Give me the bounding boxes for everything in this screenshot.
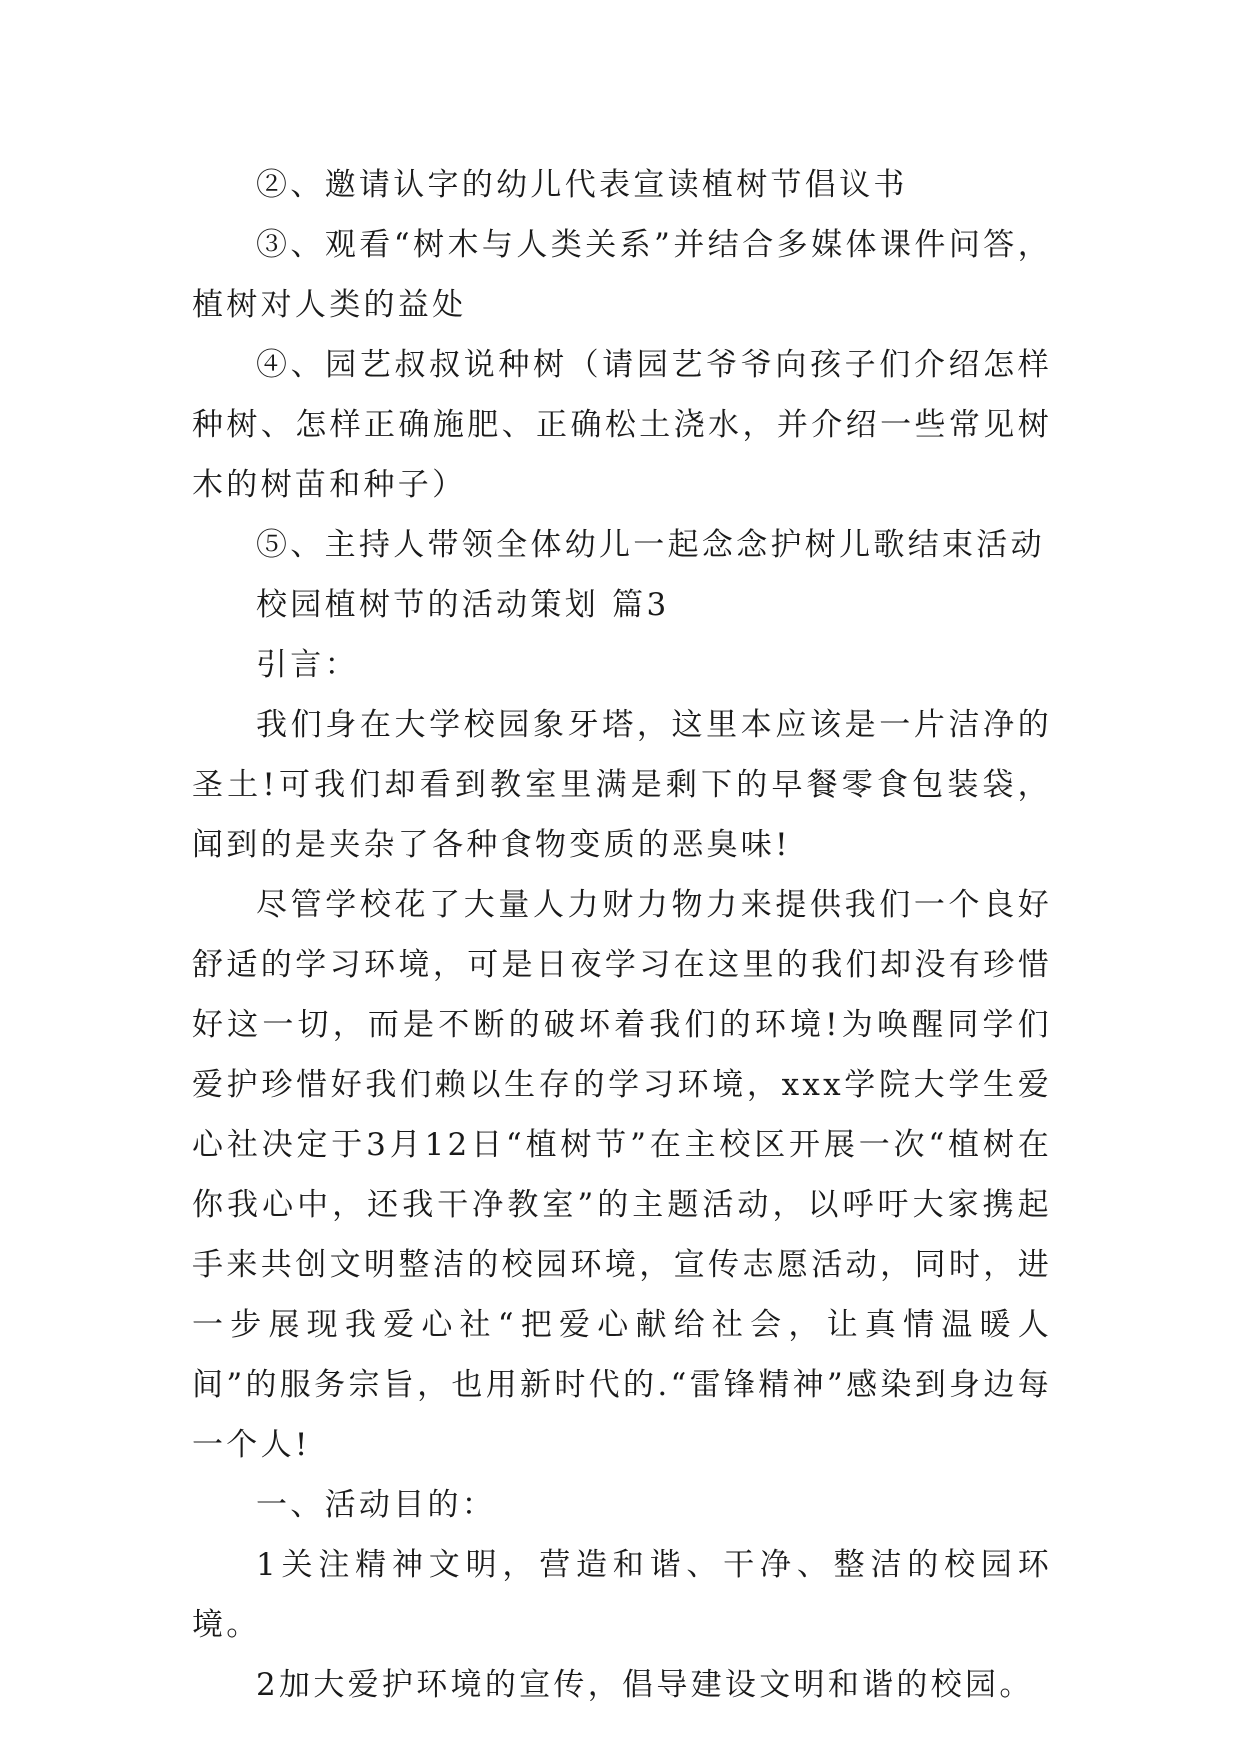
paragraph-item-2: ②、邀请认字的幼儿代表宣读植树节倡议书 [256,167,908,203]
paragraph-item-3: ③、观看“树木与人类关系”并结合多媒体课件问答，植树对人类的益处 [192,227,1052,323]
intro-label: 引言： [256,647,359,683]
document-body [192,155,1052,1715]
paragraph-item-4: ④、园艺叔叔说种树（请园艺爷爷向孩子们介绍怎样种树、怎样正确施肥、正确松土浇水，并介绍一些常见树木的树苗和种子） [192,347,1052,503]
intro-paragraph-2: 尽管学校花了大量人力财力物力来提供我们一个良好舒适的学习环境，可是日夜学习在这里的我们却没有珍惜好这一切，而是不断的破坏着我们的环境!为唤醒同学们爱护珍惜好我们赖以生存的学习环境，xxx学院大学生爱心社决定于3月12日“植树节”在主校区开展一次“植树在你我心中，还我干净教室”的主题活动，以呼吁大家携起手来共创文明整洁的校园环境，宣传志愿活动，同时，进一步展现我爱心社“把爱心献给社会，让真情温暖人间”的服务宗旨，也用新时代的.“雷锋精神”感染到身边每一个人! [192,887,1052,1463]
section-heading: 校园植树节的活动策划 篇3 [256,587,670,623]
intro-paragraph-1: 我们身在大学校园象牙塔，这里本应该是一片洁净的圣土!可我们却看到教室里满是剩下的早餐零食包装袋，闻到的是夹杂了各种食物变质的恶臭味! [192,707,1052,863]
paragraph-item-5: ⑤、主持人带领全体幼儿一起念念护树儿歌结束活动 [256,527,1045,563]
purpose-item-1: 1关注精神文明，营造和谐、干净、整洁的校园环境。 [192,1547,1052,1643]
purpose-item-2: 2加大爱护环境的宣传，倡导建设文明和谐的校园。 [256,1667,1034,1703]
purpose-heading: 一、活动目的： [256,1487,497,1523]
